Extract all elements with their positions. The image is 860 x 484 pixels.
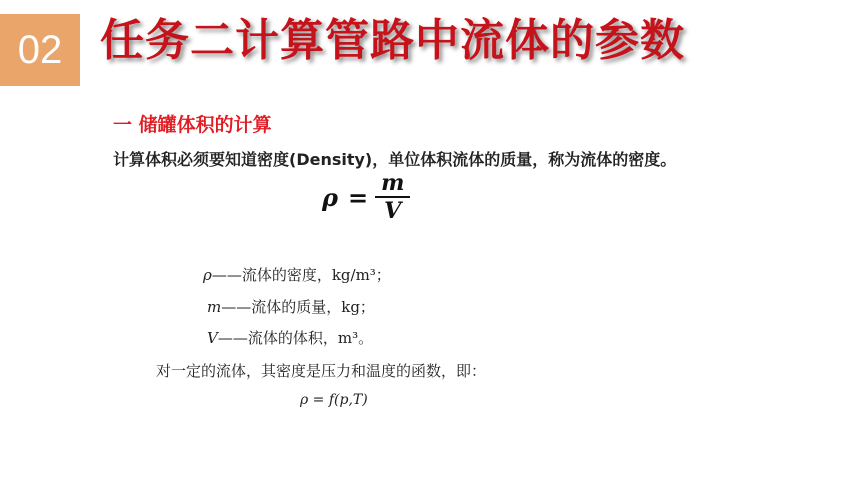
definition-text: ——流体的质量，kg；	[221, 298, 375, 316]
formula-lhs: ρ	[322, 182, 338, 212]
definition-text: ——流体的体积，m³。	[217, 329, 374, 347]
formula-denominator: V	[384, 198, 402, 224]
section-number: 02	[17, 28, 63, 72]
definition-text: ——流体的密度，kg/m³；	[211, 266, 391, 284]
section-heading: 一 储罐体积的计算	[113, 114, 272, 136]
formula-equals: =	[347, 182, 369, 212]
function-paragraph: 对一定的流体，其密度是压力和温度的函数，即：	[156, 362, 487, 380]
definition-symbol: m	[207, 298, 222, 316]
intro-text: 计算体积必须要知道密度(Density)，单位体积流体的质量，称为流体的密度。	[113, 150, 677, 169]
definition-density	[203, 264, 391, 285]
definition-symbol: ρ	[203, 266, 212, 284]
definition-mass	[207, 296, 375, 317]
definition-volume	[207, 327, 373, 348]
density-formula	[322, 170, 407, 224]
formula-numerator: m	[381, 170, 405, 196]
function-formula: ρ = f(p,T)	[300, 392, 368, 408]
section-number-badge	[0, 14, 80, 86]
page-title: 任务二计算管路中流体的参数	[100, 15, 685, 66]
definition-symbol: V	[207, 329, 218, 347]
formula-fraction	[378, 170, 407, 224]
